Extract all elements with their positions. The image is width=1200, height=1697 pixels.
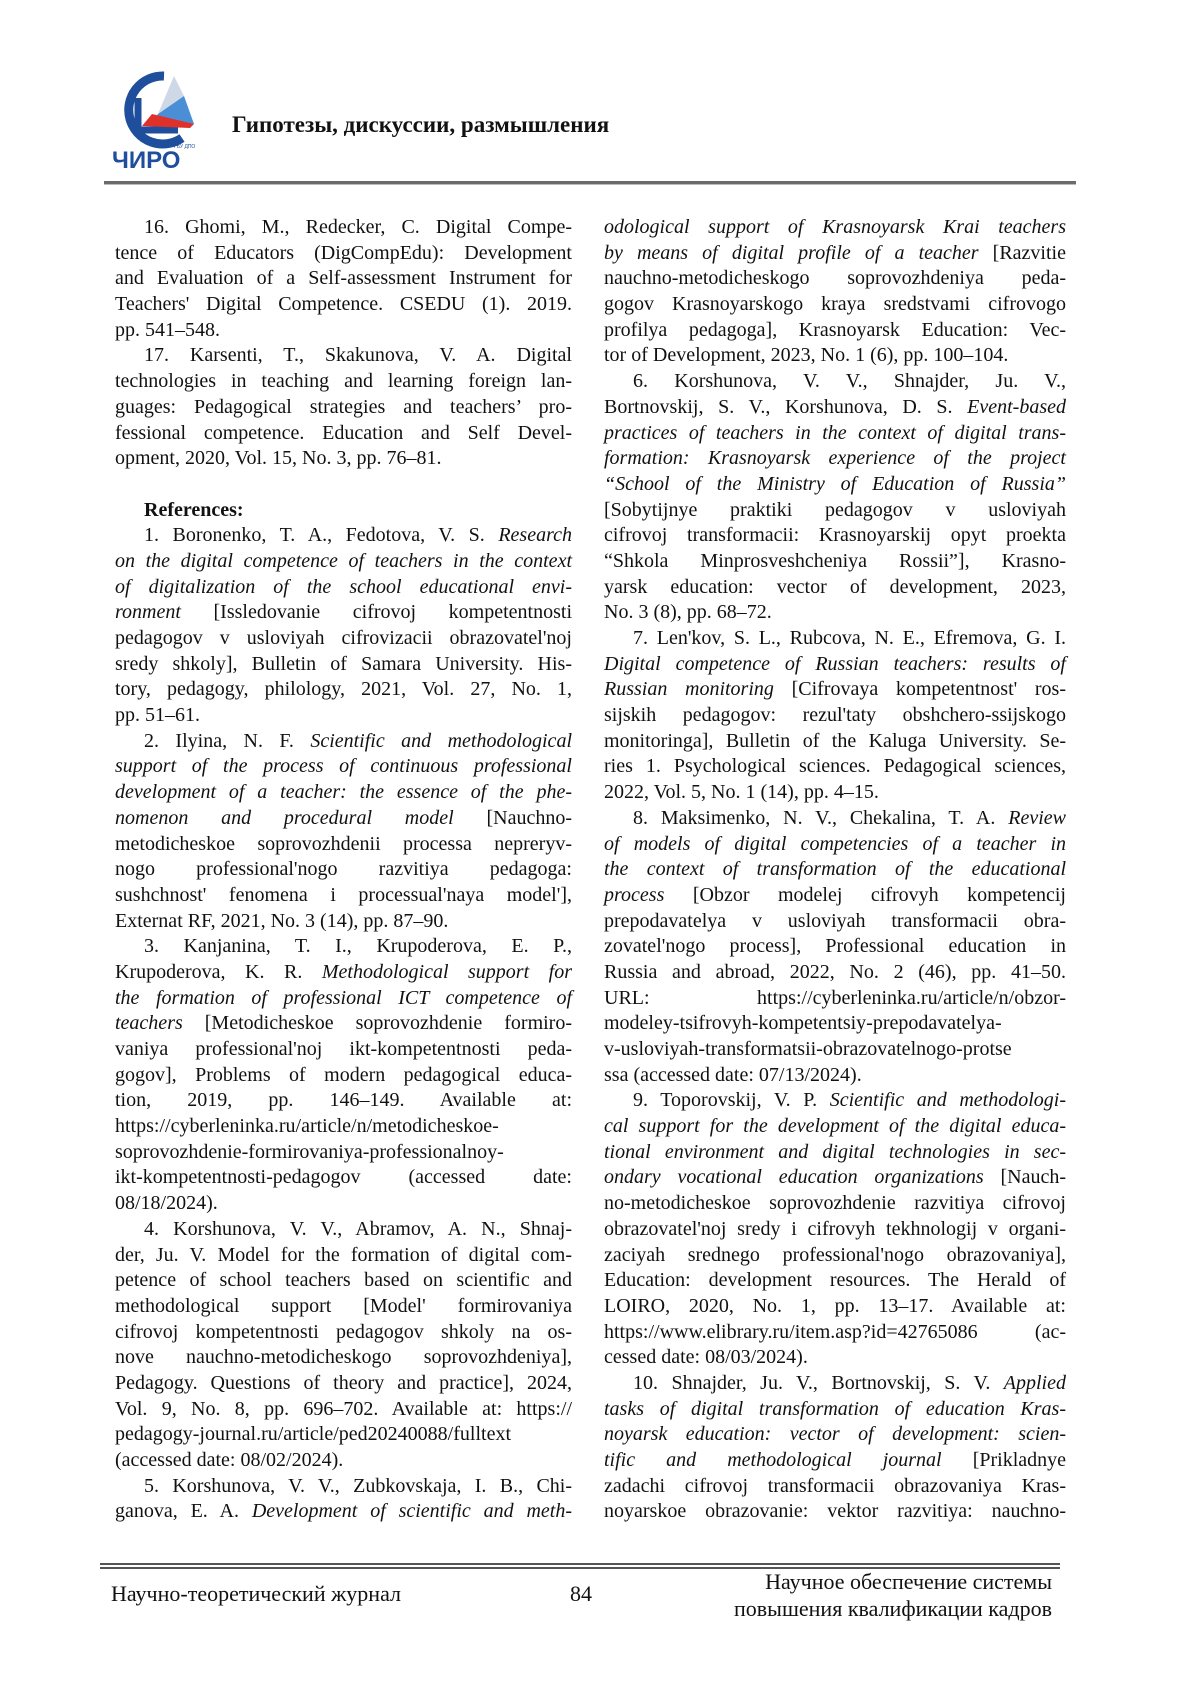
text-segment: 16. Ghomi, M., Redecker, C. Digital Compe- bbox=[144, 216, 572, 238]
italic-title: process bbox=[604, 884, 664, 906]
text-line bbox=[604, 1397, 1066, 1423]
text-segment: sredy shkoly], Bulletin of Samara University. His- bbox=[115, 653, 572, 675]
text-line bbox=[604, 857, 1066, 883]
text-segment: soprovozhdenie-formirovaniya-professionalnoy- bbox=[115, 1141, 504, 1163]
italic-title: Applied bbox=[1004, 1372, 1066, 1394]
text-line bbox=[604, 986, 1066, 1012]
text-line bbox=[115, 832, 572, 858]
text-line bbox=[115, 1217, 572, 1243]
text-line bbox=[604, 1320, 1066, 1346]
text-line bbox=[115, 1320, 572, 1346]
text-segment: cessed date: 08/03/2024). bbox=[604, 1346, 808, 1368]
text-line bbox=[604, 960, 1066, 986]
text-line bbox=[115, 549, 572, 575]
text-line bbox=[604, 1011, 1066, 1037]
italic-title: of models of digital competencies of a teacher in bbox=[604, 833, 1066, 855]
italic-title: teachers bbox=[115, 1012, 183, 1034]
text-line bbox=[115, 1294, 572, 1320]
text-segment: pp. 51–61. bbox=[115, 704, 200, 726]
logo-subtext: ГБУ ДПО bbox=[174, 144, 195, 150]
text-line bbox=[604, 600, 1066, 626]
text-line bbox=[604, 626, 1066, 652]
text-segment: tion, 2019, pp. 146–149. Available at: bbox=[115, 1089, 572, 1111]
text-segment: tory, pedagogy, philology, 2021, Vol. 27, No. 1, bbox=[115, 678, 572, 700]
text-segment: 7. Len'kov, S. L., Rubcova, N. E., Efremova, G. I. bbox=[633, 627, 1066, 649]
reference-entry bbox=[115, 729, 572, 935]
text-line bbox=[604, 1448, 1066, 1474]
text-line bbox=[604, 652, 1066, 678]
text-segment: LOIRO, 2020, No. 1, pp. 13–17. Available at: bbox=[604, 1295, 1066, 1317]
text-line bbox=[604, 395, 1066, 421]
text-line bbox=[604, 1345, 1066, 1371]
text-segment: tor of Development, 2023, No. 1 (6), pp. 100–104. bbox=[604, 344, 1008, 366]
reference-entry bbox=[604, 626, 1066, 806]
text-segment: cifrovoj transformacii: Krasnoyarskij opyt proekta bbox=[604, 524, 1066, 546]
text-line bbox=[115, 1037, 572, 1063]
text-segment: sijskih pedagogov: rezul'taty obshchero-ssijskogo bbox=[604, 704, 1066, 726]
section-title: Гипотезы, дискуссии, размышления bbox=[232, 112, 609, 138]
text-segment: guages: Pedagogical strategies and teachers’ pro- bbox=[115, 396, 572, 418]
text-line bbox=[604, 1499, 1066, 1525]
text-segment: 08/18/2024). bbox=[115, 1192, 218, 1214]
text-line bbox=[604, 343, 1066, 369]
text-line bbox=[115, 1371, 572, 1397]
text-line bbox=[604, 1140, 1066, 1166]
text-line bbox=[604, 1422, 1066, 1448]
text-segment: [Sobytijnye praktiki pedagogov v usloviyah bbox=[604, 499, 1066, 521]
text-line bbox=[604, 703, 1066, 729]
reference-entry bbox=[115, 1217, 572, 1474]
italic-title: ondary vocational education organizations bbox=[604, 1166, 984, 1188]
text-segment: 10. Shnajder, Ju. V., Bortnovskij, S. V. bbox=[633, 1372, 1004, 1394]
text-segment: monitoringa], Bulletin of the Kaluga University. Se- bbox=[604, 730, 1066, 752]
text-line bbox=[115, 729, 572, 755]
text-line bbox=[604, 883, 1066, 909]
text-segment: [Obzor modelej cifrovyh kompetencij bbox=[664, 884, 1066, 906]
reference-entry bbox=[115, 523, 572, 729]
italic-title: noyarsk education: vector of development: scien- bbox=[604, 1423, 1066, 1445]
text-line bbox=[604, 1268, 1066, 1294]
text-line bbox=[604, 498, 1066, 524]
text-line bbox=[115, 1191, 572, 1217]
text-line bbox=[115, 806, 572, 832]
text-segment: technologies in teaching and learning foreign lan- bbox=[115, 370, 572, 392]
chiro-logo bbox=[112, 68, 206, 172]
text-line bbox=[604, 549, 1066, 575]
text-segment: v-usloviyah-transformatsii-obrazovatelnogo-protse bbox=[604, 1038, 1012, 1060]
text-line bbox=[604, 832, 1066, 858]
text-line bbox=[115, 1011, 572, 1037]
reference-entry bbox=[604, 806, 1066, 1089]
text-line bbox=[604, 729, 1066, 755]
text-segment: URL: https://cyberleninka.ru/article/n/obzor- bbox=[604, 987, 1066, 1009]
text-segment: nogo professional'nogo razvitiya pedagoga: bbox=[115, 858, 572, 880]
text-line bbox=[115, 369, 572, 395]
text-segment: 8. Maksimenko, N. V., Chekalina, T. A. bbox=[633, 807, 1008, 829]
text-segment: and Evaluation of a Self-assessment Instrument for bbox=[115, 267, 572, 289]
italic-title: “School of the Ministry of Education of Russia” bbox=[604, 473, 1066, 495]
text-segment: 4. Korshunova, V. V., Abramov, A. N., Shnaj- bbox=[144, 1218, 572, 1240]
italic-title: tional environment and digital technologies in sec- bbox=[604, 1141, 1066, 1163]
text-line bbox=[604, 575, 1066, 601]
text-line bbox=[604, 934, 1066, 960]
text-segment: 2022, Vol. 5, No. 1 (14), pp. 4–15. bbox=[604, 781, 879, 803]
italic-title: Methodological support for bbox=[322, 961, 572, 983]
text-line bbox=[115, 575, 572, 601]
italic-title: tific and methodological journal bbox=[604, 1449, 942, 1471]
text-segment: zaciyah srednego professional'nogo obrazovaniya], bbox=[604, 1244, 1066, 1266]
text-segment: zovatel'nogo process], Professional education in bbox=[604, 935, 1066, 957]
italic-title: the context of transformation of the educational bbox=[604, 858, 1066, 880]
text-line bbox=[604, 909, 1066, 935]
text-segment: https://cyberleninka.ru/article/n/metodicheskoe- bbox=[115, 1115, 499, 1137]
italic-title: Digital competence of Russian teachers: results of bbox=[604, 653, 1066, 675]
text-segment: 3. Kanjanina, T. I., Krupoderova, E. P., bbox=[144, 935, 572, 957]
text-segment: prepodavatelya v usloviyah transformacii obra- bbox=[604, 910, 1066, 932]
text-segment: cifrovoj kompetentnosti pedagogov shkoly na os- bbox=[115, 1321, 572, 1343]
text-segment: Externat RF, 2021, No. 3 (14), pp. 87–90. bbox=[115, 910, 448, 932]
text-segment: metodicheskoe soprovozhdenii processa nepreryv- bbox=[115, 833, 572, 855]
text-line bbox=[115, 523, 572, 549]
text-line bbox=[115, 600, 572, 626]
text-segment: gogov], Problems of modern pedagogical educa- bbox=[115, 1064, 572, 1086]
italic-title: on the digital competence of teachers in the context bbox=[115, 550, 572, 572]
text-line bbox=[604, 369, 1066, 395]
header-divider bbox=[104, 181, 1076, 185]
italic-title: of digitalization of the school educational envi- bbox=[115, 576, 572, 598]
text-line bbox=[604, 1063, 1066, 1089]
logo-text: ЧИРО bbox=[112, 147, 180, 172]
text-line bbox=[115, 266, 572, 292]
italic-title: Review bbox=[1008, 807, 1066, 829]
italic-title: tasks of digital transformation of education Kras- bbox=[604, 1398, 1066, 1420]
italic-title: Event-based bbox=[967, 396, 1066, 418]
text-segment: pp. 541–548. bbox=[115, 319, 220, 341]
text-line bbox=[604, 446, 1066, 472]
text-segment: Teachers' Digital Competence. CSEDU (1). 2019. bbox=[115, 293, 572, 315]
text-line bbox=[115, 883, 572, 909]
reference-entry bbox=[604, 369, 1066, 626]
reference-entry bbox=[115, 215, 572, 343]
text-line bbox=[115, 215, 572, 241]
text-line bbox=[604, 1088, 1066, 1114]
text-segment: [Nauch- bbox=[984, 1166, 1066, 1188]
italic-title: Scientific and methodological bbox=[310, 730, 572, 752]
text-segment: [Prikladnye bbox=[942, 1449, 1066, 1471]
text-segment: methodological support [Model' formirovaniya bbox=[115, 1295, 572, 1317]
italic-title: nomenon and procedural model bbox=[115, 807, 454, 829]
text-segment: Vol. 9, No. 8, pp. 696–702. Available at: https:// bbox=[115, 1398, 572, 1420]
text-line bbox=[115, 1422, 572, 1448]
reference-entry bbox=[604, 215, 1066, 369]
italic-title: Russian monitoring bbox=[604, 678, 774, 700]
text-line bbox=[115, 703, 572, 729]
text-line bbox=[115, 1140, 572, 1166]
spacer bbox=[115, 472, 572, 498]
page-number: 84 bbox=[570, 1581, 592, 1607]
text-segment: [Issledovanie cifrovoj kompetentnosti bbox=[181, 601, 572, 623]
text-line bbox=[115, 652, 572, 678]
references-heading: References: bbox=[115, 498, 572, 524]
text-segment: pedagogov v usloviyah cifrovizacii obrazovatel'noj bbox=[115, 627, 572, 649]
text-segment: 5. Korshunova, V. V., Zubkovskaja, I. B., Chi- bbox=[144, 1475, 572, 1497]
text-segment: fessional competence. Education and Self Devel- bbox=[115, 422, 572, 444]
text-segment: [Cifrovaya kompetentnost' ros- bbox=[774, 678, 1066, 700]
text-line bbox=[604, 780, 1066, 806]
text-segment: nauchno-metodicheskogo soprovozhdeniya peda- bbox=[604, 267, 1066, 289]
text-line bbox=[115, 318, 572, 344]
text-segment: ganova, E. A. bbox=[115, 1500, 252, 1522]
text-line bbox=[115, 395, 572, 421]
text-segment: ries 1. Psychological sciences. Pedagogical sciences, bbox=[604, 755, 1066, 777]
text-segment: pedagogy-journal.ru/article/ped20240088/fulltext bbox=[115, 1423, 511, 1445]
text-segment: 9. Toporovskij, V. P. bbox=[633, 1089, 830, 1111]
reference-entry bbox=[604, 1371, 1066, 1525]
text-line bbox=[115, 1448, 572, 1474]
text-line bbox=[115, 857, 572, 883]
text-line bbox=[115, 1345, 572, 1371]
italic-title: practices of teachers in the context of digital trans- bbox=[604, 422, 1066, 444]
text-line bbox=[115, 986, 572, 1012]
text-segment: 6. Korshunova, V. V., Shnajder, Ju. V., bbox=[633, 370, 1066, 392]
text-line bbox=[115, 1063, 572, 1089]
reference-entry bbox=[115, 343, 572, 471]
text-line bbox=[115, 1088, 572, 1114]
text-line bbox=[604, 1474, 1066, 1500]
text-line bbox=[115, 421, 572, 447]
italic-title: Research bbox=[498, 524, 572, 546]
text-line bbox=[115, 1474, 572, 1500]
text-segment: zadachi cifrovoj transformacii obrazovaniya Kras- bbox=[604, 1475, 1066, 1497]
text-segment: noyarskoe obrazovanie: vektor razvitiya: nauchno- bbox=[604, 1500, 1066, 1522]
italic-title: by means of digital profile of a teacher bbox=[604, 242, 979, 264]
text-line bbox=[115, 343, 572, 369]
text-segment: (accessed date: 08/02/2024). bbox=[115, 1449, 343, 1471]
footer-journal-name-line1: Научное обеспечение системы bbox=[734, 1568, 1052, 1595]
text-segment: Pedagogy. Questions of theory and practice], 2024, bbox=[115, 1372, 572, 1394]
text-segment: Krupoderova, K. R. bbox=[115, 961, 322, 983]
text-segment: [Razvitie bbox=[979, 242, 1066, 264]
text-segment: no-metodicheskoe soprovozhdenie razvitiya cifrovoj bbox=[604, 1192, 1066, 1214]
text-line bbox=[604, 1294, 1066, 1320]
text-segment: petence of school teachers based on scientific and bbox=[115, 1269, 572, 1291]
text-line bbox=[115, 960, 572, 986]
text-segment: 17. Karsenti, T., Skakunova, V. A. Digital bbox=[144, 344, 572, 366]
text-segment: opment, 2020, Vol. 15, No. 3, pp. 76–81. bbox=[115, 447, 442, 469]
text-line bbox=[604, 318, 1066, 344]
text-line bbox=[604, 1037, 1066, 1063]
text-line bbox=[604, 1371, 1066, 1397]
text-line bbox=[604, 677, 1066, 703]
text-line bbox=[115, 1397, 572, 1423]
text-line bbox=[115, 677, 572, 703]
text-segment: https://www.elibrary.ru/item.asp?id=42765086 (ac- bbox=[604, 1321, 1066, 1343]
italic-title: odological support of Krasnoyarsk Krai teachers bbox=[604, 216, 1066, 238]
text-segment: Bortnovskij, S. V., Korshunova, D. S. bbox=[604, 396, 967, 418]
text-line bbox=[604, 1165, 1066, 1191]
text-segment: nove nauchno-metodicheskogo soprovozhdeniya], bbox=[115, 1346, 572, 1368]
text-line bbox=[604, 1217, 1066, 1243]
text-line bbox=[604, 292, 1066, 318]
text-line bbox=[115, 754, 572, 780]
text-line bbox=[115, 1165, 572, 1191]
text-line bbox=[115, 1268, 572, 1294]
text-line bbox=[604, 1114, 1066, 1140]
text-line bbox=[604, 1243, 1066, 1269]
italic-title: Development of scientific and meth- bbox=[252, 1500, 572, 1522]
text-line bbox=[604, 754, 1066, 780]
text-line bbox=[604, 806, 1066, 832]
text-line bbox=[115, 1243, 572, 1269]
reference-entry bbox=[604, 1088, 1066, 1371]
right-column bbox=[604, 215, 1066, 1525]
text-segment: “Shkola Minprosveshcheniya Rossii”], Krasno- bbox=[604, 550, 1066, 572]
footer-journal-name bbox=[734, 1568, 1052, 1622]
text-segment: obrazovatel'noj sredy i cifrovyh tekhnologij v organi- bbox=[604, 1218, 1066, 1240]
text-line bbox=[115, 626, 572, 652]
text-line bbox=[604, 241, 1066, 267]
text-segment: ssa (accessed date: 07/13/2024). bbox=[604, 1064, 862, 1086]
text-segment: ikt-kompetentnosti-pedagogov (accessed date: bbox=[115, 1166, 572, 1188]
text-segment: der, Ju. V. Model for the formation of digital com- bbox=[115, 1244, 572, 1266]
italic-title: Scientific and methodologi- bbox=[830, 1089, 1066, 1111]
left-column bbox=[115, 215, 572, 1525]
italic-title: cal support for the development of the digital educa- bbox=[604, 1115, 1066, 1137]
text-line bbox=[604, 215, 1066, 241]
text-line bbox=[115, 780, 572, 806]
text-segment: gogov Krasnoyarskogo kraya sredstvami cifrovogo bbox=[604, 293, 1066, 315]
text-line bbox=[115, 292, 572, 318]
text-segment: yarsk education: vector of development, 2023, bbox=[604, 576, 1066, 598]
reference-entry bbox=[115, 1474, 572, 1525]
text-line bbox=[115, 446, 572, 472]
text-segment: [Metodicheskoe soprovozhdenie formiro- bbox=[183, 1012, 572, 1034]
italic-title: ronment bbox=[115, 601, 181, 623]
italic-title: development of a teacher: the essence of the phe- bbox=[115, 781, 572, 803]
text-line bbox=[604, 421, 1066, 447]
text-segment: vaniya professional'noj ikt-kompetentnosti peda- bbox=[115, 1038, 572, 1060]
text-line bbox=[115, 909, 572, 935]
text-segment: [Nauchno- bbox=[454, 807, 572, 829]
text-segment: 1. Boronenko, T. A., Fedotova, V. S. bbox=[144, 524, 498, 546]
text-segment: Education: development resources. The Herald of bbox=[604, 1269, 1066, 1291]
text-line bbox=[115, 1499, 572, 1525]
text-line bbox=[604, 472, 1066, 498]
footer-journal-type: Научно-теоретический журнал bbox=[111, 1581, 401, 1607]
text-segment: profilya pedagoga], Krasnoyarsk Education: Vec- bbox=[604, 319, 1066, 341]
text-line bbox=[115, 241, 572, 267]
text-segment: tence of Educators (DigCompEdu): Development bbox=[115, 242, 572, 264]
reference-entry bbox=[115, 934, 572, 1217]
text-line bbox=[115, 1114, 572, 1140]
text-line bbox=[604, 523, 1066, 549]
text-segment: sushchnost' fenomena i processual'naya model'], bbox=[115, 884, 572, 906]
text-line bbox=[115, 934, 572, 960]
italic-title: support of the process of continuous professional bbox=[115, 755, 572, 777]
text-segment: No. 3 (8), pp. 68–72. bbox=[604, 601, 772, 623]
text-segment: 2. Ilyina, N. F. bbox=[144, 730, 310, 752]
footer-journal-name-line2: повышения квалификации кадров bbox=[734, 1595, 1052, 1622]
text-segment: modeley-tsifrovyh-kompetentsiy-prepodavatelya- bbox=[604, 1012, 1002, 1034]
italic-title: the formation of professional ICT competence of bbox=[115, 987, 572, 1009]
text-segment: Russia and abroad, 2022, No. 2 (46), pp. 41–50. bbox=[604, 961, 1066, 983]
text-line bbox=[604, 1191, 1066, 1217]
italic-title: formation: Krasnoyarsk experience of the project bbox=[604, 447, 1066, 469]
text-line bbox=[604, 266, 1066, 292]
